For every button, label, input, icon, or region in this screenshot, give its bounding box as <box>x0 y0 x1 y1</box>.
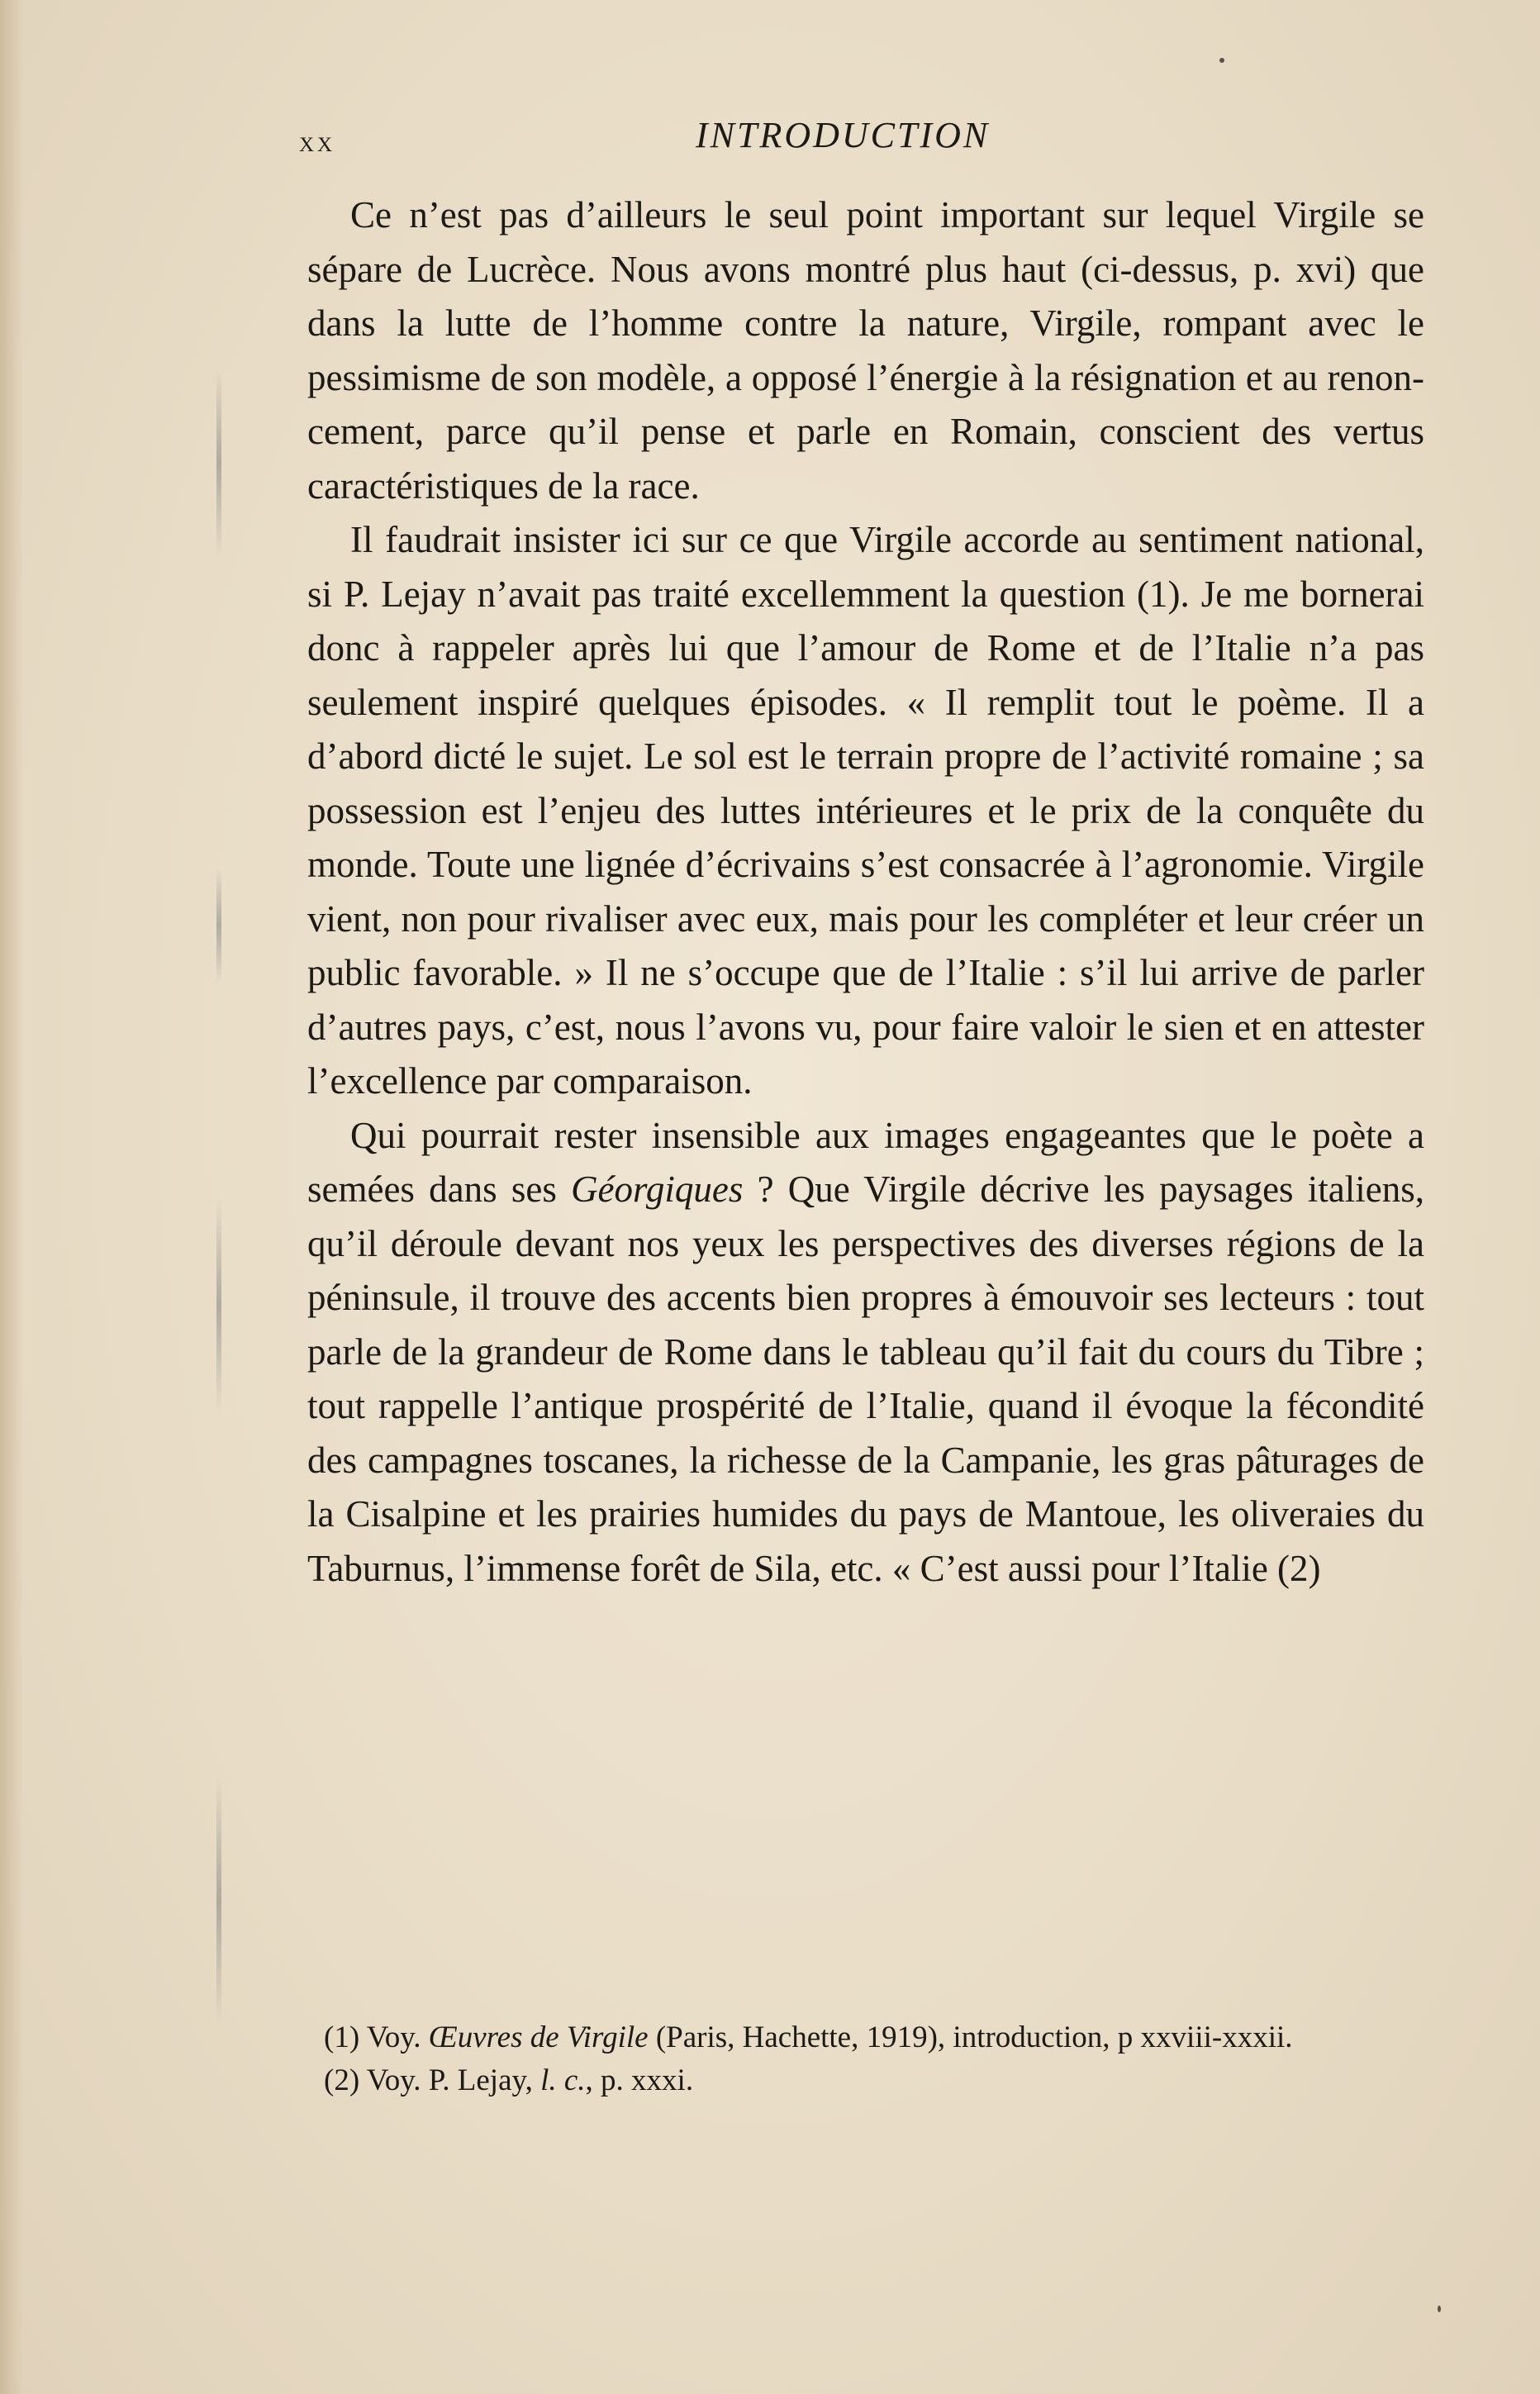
paragraph-text: ? Que Virgile décrive les paysages italiens, qu’il déroule devant nos yeux les perspectives des diverses régions de la péninsule, il trouve des accents bien propres à émouvoir ses lecteurs : tout parle de la grandeur de Rome dans le tableau qu’il fait du cours du Tibre ; tout rappelle l’antique prospérité de l’Italie, quand il évoque la fécondité des campagnes toscanes, la richesse de la Campanie, les gras pâturages de la Cisalpine et les prairies humides du pays de Mantoue, les oliveraies du Taburnus, l’immense forêt de Sila, etc. « C’est aussi pour l’Italie (2) <box>307 1168 1424 1589</box>
footnote <box>324 2059 1439 2102</box>
page-number: xx <box>299 125 336 158</box>
paper-speck <box>1438 2306 1441 2312</box>
footnote-text: Voy. <box>359 2020 429 2054</box>
paragraph-text: Qui pourrait rester insensible aux images engageantes que le poète a semées dans ses <box>307 1114 1424 1210</box>
body-text <box>307 188 1424 1596</box>
footnote-title: l. c. <box>540 2063 586 2097</box>
paper-speck <box>1219 58 1224 63</box>
paragraph: Ce n’est pas d’ailleurs le seul point important sur lequel Virgile se sépare de Lucrèce. Nous avons montré plus haut (ci-dessus, p. xvi) que dans la lutte de l’homme contre la nature, Virgile, rompant avec le pessimisme de son modèle, a opposé l’énergie à la résignation et au renoncement, parce qu’il pense et parle en Romain, conscient des vertus caractéristiques de la race. <box>307 194 1424 507</box>
margin-mark <box>216 368 221 558</box>
footnote-title: Œuvres de Virgile <box>428 2020 649 2054</box>
margin-mark <box>216 1198 221 1413</box>
paragraph: Il faudrait insister ici sur ce que Virgile accorde au sentiment national, si P. Lejay n’avait pas traité excellemment la question (1). Je me bornerai donc à rappeler après lui que l’amour de Rome et de l’Italie n’a pas seulement inspiré quelques épisodes. « Il remplit tout le poème. Il a d’abord dicté le sujet. Le sol est le terrain propre de l’activité romaine ; sa possession est l’enjeu des luttes intérieures et le prix de la conquête du monde. Toute une lignée d’écrivains s’est consacrée à l’agronomie. Virgile vient, non pour rivaliser avec eux, mais pour les compléter et leur créer un public favorable. » Il ne s’occupe que de l’Italie : s’il lui arrive de parler d’autres pays, c’est, nous l’avons vu, pour faire valoir le sien et en attester l’excellence par comparaison. <box>307 519 1424 1102</box>
margin-mark <box>216 1777 221 2025</box>
footnote-text: Voy. P. Lejay, <box>359 2063 541 2097</box>
footnotes <box>324 2016 1439 2102</box>
footnote-mark: (2) <box>324 2063 360 2097</box>
work-title: Géorgiques <box>571 1168 744 1210</box>
page-edge-shadow <box>0 0 23 2394</box>
footnote-text: , p. xxxi. <box>585 2063 694 2097</box>
footnote-text: (Paris, Hachette, 1919), introduction, p xxviii-xxxii. <box>648 2020 1293 2054</box>
paragraph <box>307 1109 1424 1597</box>
running-head <box>299 114 1439 164</box>
footnote-mark: (1) <box>324 2020 360 2054</box>
running-title: INTRODUCTION <box>696 115 991 155</box>
footnote <box>324 2016 1439 2059</box>
margin-mark <box>216 868 221 983</box>
